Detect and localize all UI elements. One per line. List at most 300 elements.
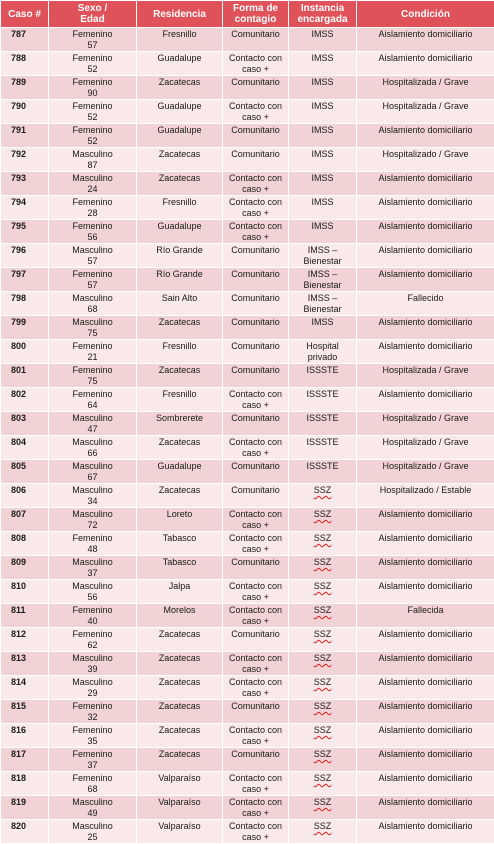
cell-sexo: Femenino xyxy=(51,197,134,208)
cell-forma-line: Contacto con xyxy=(225,581,286,592)
cell-sexo-edad xyxy=(49,700,137,724)
cell-forma-line: Contacto con xyxy=(225,101,286,112)
table-row xyxy=(1,52,494,76)
cell-residencia: Sain Alto xyxy=(137,292,223,316)
cell-instancia xyxy=(289,676,357,700)
cell-condicion: Aislamiento domiciliario xyxy=(357,532,494,556)
cell-edad: 52 xyxy=(51,64,134,75)
cell-sexo: Femenino xyxy=(51,341,134,352)
cell-instancia-line: ISSSTE xyxy=(291,365,354,376)
cell-caso: 796 xyxy=(1,244,49,268)
cell-condicion: Hospitalizado / Grave xyxy=(357,460,494,484)
cell-forma-line: Contacto con xyxy=(225,653,286,664)
cell-forma-contagio xyxy=(223,628,289,652)
cell-edad: 68 xyxy=(51,784,134,795)
cell-forma-line: caso + xyxy=(225,688,286,699)
cell-instancia-line: ISSSTE xyxy=(291,461,354,472)
cell-caso: 799 xyxy=(1,316,49,340)
spellcheck-underline: SSZ xyxy=(314,677,332,687)
cell-forma-line: Comunitario xyxy=(225,125,286,136)
cell-forma-contagio xyxy=(223,724,289,748)
cell-edad: 52 xyxy=(51,112,134,123)
header-forma-line: contagio xyxy=(225,14,286,25)
table-row xyxy=(1,292,494,316)
cell-caso: 806 xyxy=(1,484,49,508)
cell-instancia xyxy=(289,556,357,580)
spellcheck-underline: SSZ xyxy=(314,557,332,567)
cell-residencia: Fresnillo xyxy=(137,196,223,220)
cell-edad: 67 xyxy=(51,472,134,483)
cell-forma-line: Contacto con xyxy=(225,509,286,520)
cell-sexo: Masculino xyxy=(51,821,134,832)
cell-sexo-edad xyxy=(49,772,137,796)
cell-edad: 57 xyxy=(51,280,134,291)
cell-instancia-line: ISSSTE xyxy=(291,413,354,424)
cell-sexo: Masculino xyxy=(51,461,134,472)
cell-sexo-edad xyxy=(49,196,137,220)
cell-residencia: Zacatecas xyxy=(137,700,223,724)
cell-condicion: Aislamiento domiciliario xyxy=(357,580,494,604)
cell-caso: 815 xyxy=(1,700,49,724)
cell-condicion: Fallecida xyxy=(357,604,494,628)
cell-caso: 818 xyxy=(1,772,49,796)
table-row xyxy=(1,556,494,580)
cell-instancia-line xyxy=(291,581,354,592)
spellcheck-underline: SSZ xyxy=(314,533,332,543)
cell-instancia-line xyxy=(291,533,354,544)
cell-residencia: Zacatecas xyxy=(137,172,223,196)
cell-edad: 90 xyxy=(51,88,134,99)
cell-forma-contagio xyxy=(223,700,289,724)
header-residencia: Residencia xyxy=(137,1,223,28)
cell-forma-contagio xyxy=(223,148,289,172)
spellcheck-underline: SSZ xyxy=(314,485,332,495)
cell-sexo-edad xyxy=(49,556,137,580)
cell-residencia: Tabasco xyxy=(137,532,223,556)
cell-sexo: Femenino xyxy=(51,365,134,376)
cell-edad: 64 xyxy=(51,400,134,411)
header-sexo-edad-line: Sexo / xyxy=(51,3,134,14)
cell-instancia-line: ISSSTE xyxy=(291,437,354,448)
cell-caso: 820 xyxy=(1,820,49,844)
cell-condicion: Aislamiento domiciliario xyxy=(357,124,494,148)
cell-sexo-edad xyxy=(49,28,137,52)
cell-instancia-line: Bienestar xyxy=(291,304,354,315)
cell-instancia xyxy=(289,172,357,196)
cell-residencia: Guadalupe xyxy=(137,460,223,484)
cell-caso: 801 xyxy=(1,364,49,388)
cell-forma-line: Contacto con xyxy=(225,173,286,184)
spellcheck-underline: SSZ xyxy=(314,605,332,615)
cell-forma-contagio xyxy=(223,796,289,820)
cell-forma-line: Contacto con xyxy=(225,677,286,688)
cell-forma-contagio xyxy=(223,220,289,244)
cell-instancia xyxy=(289,772,357,796)
cell-sexo-edad xyxy=(49,604,137,628)
spellcheck-underline: SSZ xyxy=(314,749,332,759)
spellcheck-underline: SSZ xyxy=(314,581,332,591)
cell-residencia: Morelos xyxy=(137,604,223,628)
cell-instancia xyxy=(289,460,357,484)
cell-instancia-line xyxy=(291,701,354,712)
cell-edad: 62 xyxy=(51,640,134,651)
cell-condicion: Aislamiento domiciliario xyxy=(357,820,494,844)
cell-edad: 56 xyxy=(51,232,134,243)
cell-forma-contagio xyxy=(223,364,289,388)
spellcheck-underline: SSZ xyxy=(314,701,332,711)
cell-forma-line: Contacto con xyxy=(225,221,286,232)
cell-edad: 47 xyxy=(51,424,134,435)
cell-forma-contagio xyxy=(223,28,289,52)
table-row xyxy=(1,724,494,748)
cell-residencia: Zacatecas xyxy=(137,148,223,172)
cell-instancia-line xyxy=(291,605,354,616)
cell-sexo-edad xyxy=(49,292,137,316)
cell-instancia-line xyxy=(291,773,354,784)
cell-residencia: Zacatecas xyxy=(137,748,223,772)
cell-forma-line: caso + xyxy=(225,184,286,195)
cell-edad: 37 xyxy=(51,568,134,579)
cell-forma-line: Contacto con xyxy=(225,389,286,400)
table-row xyxy=(1,364,494,388)
cell-caso: 814 xyxy=(1,676,49,700)
cell-forma-line: caso + xyxy=(225,64,286,75)
cell-edad: 87 xyxy=(51,160,134,171)
cell-forma-line: Comunitario xyxy=(225,269,286,280)
cell-instancia xyxy=(289,796,357,820)
cell-forma-line: Comunitario xyxy=(225,413,286,424)
cell-condicion: Aislamiento domiciliario xyxy=(357,700,494,724)
cell-sexo: Femenino xyxy=(51,773,134,784)
cell-residencia: Tabasco xyxy=(137,556,223,580)
cell-instancia-line xyxy=(291,725,354,736)
cell-forma-contagio xyxy=(223,772,289,796)
cell-residencia: Zacatecas xyxy=(137,676,223,700)
table-row xyxy=(1,124,494,148)
table-row xyxy=(1,244,494,268)
header-condicion: Condición xyxy=(357,1,494,28)
table-row xyxy=(1,484,494,508)
table-row xyxy=(1,460,494,484)
cell-sexo: Masculino xyxy=(51,437,134,448)
cell-sexo: Femenino xyxy=(51,533,134,544)
cell-sexo: Femenino xyxy=(51,725,134,736)
cell-caso: 795 xyxy=(1,220,49,244)
cell-sexo-edad xyxy=(49,100,137,124)
cell-forma-line: Comunitario xyxy=(225,77,286,88)
cell-forma-line: Comunitario xyxy=(225,701,286,712)
cell-forma-line: Contacto con xyxy=(225,797,286,808)
cell-instancia xyxy=(289,748,357,772)
cell-forma-contagio xyxy=(223,340,289,364)
cell-sexo-edad xyxy=(49,124,137,148)
cell-sexo-edad xyxy=(49,628,137,652)
cell-sexo-edad xyxy=(49,484,137,508)
cell-caso: 802 xyxy=(1,388,49,412)
cell-instancia xyxy=(289,148,357,172)
cell-instancia-line: IMSS xyxy=(291,221,354,232)
cell-forma-contagio xyxy=(223,388,289,412)
cell-instancia xyxy=(289,340,357,364)
cell-forma-contagio xyxy=(223,604,289,628)
cell-sexo: Masculino xyxy=(51,653,134,664)
cell-residencia: Guadalupe xyxy=(137,124,223,148)
cell-condicion: Aislamiento domiciliario xyxy=(357,556,494,580)
table-row xyxy=(1,508,494,532)
cell-sexo-edad xyxy=(49,580,137,604)
cell-residencia: Río Grande xyxy=(137,244,223,268)
cell-forma-contagio xyxy=(223,484,289,508)
cell-edad: 37 xyxy=(51,760,134,771)
table-row xyxy=(1,796,494,820)
cell-instancia-line: IMSS xyxy=(291,197,354,208)
cell-forma-contagio xyxy=(223,268,289,292)
cell-sexo: Femenino xyxy=(51,77,134,88)
cell-condicion: Aislamiento domiciliario xyxy=(357,28,494,52)
table-row xyxy=(1,100,494,124)
cell-forma-line: Comunitario xyxy=(225,461,286,472)
spellcheck-underline: SSZ xyxy=(314,509,332,519)
table-row xyxy=(1,316,494,340)
cell-forma-contagio xyxy=(223,580,289,604)
cell-condicion: Aislamiento domiciliario xyxy=(357,172,494,196)
cell-sexo-edad xyxy=(49,532,137,556)
cell-instancia-line: IMSS – xyxy=(291,245,354,256)
header-sexo-edad-line: Edad xyxy=(51,14,134,25)
cell-forma-line: caso + xyxy=(225,520,286,531)
cell-instancia xyxy=(289,316,357,340)
header-instancia-line: encargada xyxy=(291,14,354,25)
cell-edad: 40 xyxy=(51,616,134,627)
table-row xyxy=(1,628,494,652)
table-row xyxy=(1,388,494,412)
cell-sexo-edad xyxy=(49,508,137,532)
cell-forma-contagio xyxy=(223,412,289,436)
cell-instancia-line xyxy=(291,653,354,664)
cell-sexo-edad xyxy=(49,244,137,268)
table-row xyxy=(1,604,494,628)
cell-residencia: Guadalupe xyxy=(137,220,223,244)
cell-edad: 21 xyxy=(51,352,134,363)
spellcheck-underline: SSZ xyxy=(314,629,332,639)
cell-instancia xyxy=(289,412,357,436)
cell-sexo: Masculino xyxy=(51,149,134,160)
cell-instancia xyxy=(289,700,357,724)
cell-residencia: Jalpa xyxy=(137,580,223,604)
table-row xyxy=(1,700,494,724)
table-row xyxy=(1,172,494,196)
cell-residencia: Sombrerete xyxy=(137,412,223,436)
cell-forma-line: Contacto con xyxy=(225,437,286,448)
cell-instancia-line: IMSS xyxy=(291,53,354,64)
cell-condicion: Aislamiento domiciliario xyxy=(357,220,494,244)
cell-sexo-edad xyxy=(49,364,137,388)
cell-sexo: Femenino xyxy=(51,629,134,640)
header-sexo-edad xyxy=(49,1,137,28)
cell-sexo: Masculino xyxy=(51,797,134,808)
spellcheck-underline: SSZ xyxy=(314,653,332,663)
cell-forma-line: Comunitario xyxy=(225,341,286,352)
cell-forma-contagio xyxy=(223,532,289,556)
cell-forma-line: Comunitario xyxy=(225,149,286,160)
cell-forma-contagio xyxy=(223,52,289,76)
cell-caso: 788 xyxy=(1,52,49,76)
cell-sexo-edad xyxy=(49,76,137,100)
cell-sexo-edad xyxy=(49,52,137,76)
cell-caso: 787 xyxy=(1,28,49,52)
cell-forma-contagio xyxy=(223,172,289,196)
cell-sexo-edad xyxy=(49,460,137,484)
cell-caso: 810 xyxy=(1,580,49,604)
cell-condicion: Aislamiento domiciliario xyxy=(357,748,494,772)
cell-caso: 797 xyxy=(1,268,49,292)
cell-instancia xyxy=(289,628,357,652)
cell-caso: 793 xyxy=(1,172,49,196)
cell-instancia-line: IMSS xyxy=(291,125,354,136)
cell-sexo: Masculino xyxy=(51,317,134,328)
cell-forma-contagio xyxy=(223,76,289,100)
cell-condicion: Aislamiento domiciliario xyxy=(357,268,494,292)
table-row xyxy=(1,436,494,460)
cell-forma-contagio xyxy=(223,508,289,532)
cell-instancia-line: IMSS xyxy=(291,29,354,40)
cell-condicion: Hospitalizada / Grave xyxy=(357,100,494,124)
cell-sexo-edad xyxy=(49,340,137,364)
cell-residencia: Zacatecas xyxy=(137,628,223,652)
cell-condicion: Aislamiento domiciliario xyxy=(357,340,494,364)
cell-forma-line: Comunitario xyxy=(225,317,286,328)
cell-instancia-line: privado xyxy=(291,352,354,363)
cell-sexo: Femenino xyxy=(51,29,134,40)
table-row xyxy=(1,580,494,604)
cell-caso: 805 xyxy=(1,460,49,484)
cell-caso: 817 xyxy=(1,748,49,772)
header-forma-contagio xyxy=(223,1,289,28)
cell-condicion: Hospitalizado / Grave xyxy=(357,148,494,172)
cell-condicion: Aislamiento domiciliario xyxy=(357,388,494,412)
cell-condicion: Fallecido xyxy=(357,292,494,316)
cell-forma-contagio xyxy=(223,124,289,148)
cell-sexo: Masculino xyxy=(51,509,134,520)
cell-forma-contagio xyxy=(223,316,289,340)
cell-caso: 816 xyxy=(1,724,49,748)
cell-residencia: Fresnillo xyxy=(137,388,223,412)
cell-instancia xyxy=(289,292,357,316)
cell-instancia xyxy=(289,580,357,604)
cell-caso: 794 xyxy=(1,196,49,220)
cell-sexo: Femenino xyxy=(51,221,134,232)
cell-residencia: Zacatecas xyxy=(137,76,223,100)
cell-instancia xyxy=(289,652,357,676)
cell-sexo: Femenino xyxy=(51,749,134,760)
table-header-row xyxy=(1,1,494,28)
cell-forma-line: caso + xyxy=(225,616,286,627)
cell-forma-line: Contacto con xyxy=(225,821,286,832)
cell-forma-line: caso + xyxy=(225,736,286,747)
cell-instancia xyxy=(289,196,357,220)
cell-condicion: Aislamiento domiciliario xyxy=(357,772,494,796)
cell-condicion: Aislamiento domiciliario xyxy=(357,52,494,76)
cell-sexo: Masculino xyxy=(51,245,134,256)
cell-caso: 808 xyxy=(1,532,49,556)
cell-instancia-line xyxy=(291,509,354,520)
cell-instancia xyxy=(289,28,357,52)
cell-forma-line: Comunitario xyxy=(225,629,286,640)
cell-sexo-edad xyxy=(49,820,137,844)
cell-edad: 28 xyxy=(51,208,134,219)
cell-edad: 34 xyxy=(51,496,134,507)
cell-forma-line: caso + xyxy=(225,112,286,123)
cell-forma-line: Contacto con xyxy=(225,605,286,616)
cell-caso: 813 xyxy=(1,652,49,676)
cell-instancia xyxy=(289,364,357,388)
cell-caso: 809 xyxy=(1,556,49,580)
cell-forma-line: Comunitario xyxy=(225,365,286,376)
cell-edad: 57 xyxy=(51,40,134,51)
table-row xyxy=(1,748,494,772)
cell-sexo-edad xyxy=(49,676,137,700)
cell-edad: 75 xyxy=(51,328,134,339)
cell-instancia-line: IMSS – xyxy=(291,269,354,280)
cell-edad: 56 xyxy=(51,592,134,603)
cell-instancia xyxy=(289,100,357,124)
cell-residencia: Zacatecas xyxy=(137,316,223,340)
cell-instancia-line: IMSS xyxy=(291,149,354,160)
cell-instancia-line xyxy=(291,749,354,760)
cell-sexo-edad xyxy=(49,412,137,436)
cell-instancia xyxy=(289,388,357,412)
cell-residencia: Valparaíso xyxy=(137,820,223,844)
cell-sexo: Masculino xyxy=(51,581,134,592)
cell-caso: 798 xyxy=(1,292,49,316)
cell-forma-line: Comunitario xyxy=(225,485,286,496)
cell-instancia-line: Bienestar xyxy=(291,280,354,291)
cell-forma-line: Comunitario xyxy=(225,557,286,568)
cell-edad: 24 xyxy=(51,184,134,195)
cell-instancia-line xyxy=(291,797,354,808)
cell-sexo: Femenino xyxy=(51,125,134,136)
table-row xyxy=(1,532,494,556)
cell-instancia xyxy=(289,244,357,268)
cell-caso: 789 xyxy=(1,76,49,100)
cell-condicion: Hospitalizada / Grave xyxy=(357,76,494,100)
cell-caso: 800 xyxy=(1,340,49,364)
cell-condicion: Aislamiento domiciliario xyxy=(357,652,494,676)
table-row xyxy=(1,28,494,52)
cell-forma-line: caso + xyxy=(225,544,286,555)
cell-forma-contagio xyxy=(223,292,289,316)
cell-forma-contagio xyxy=(223,556,289,580)
cell-forma-line: caso + xyxy=(225,232,286,243)
cell-residencia: Loreto xyxy=(137,508,223,532)
cell-forma-contagio xyxy=(223,244,289,268)
cell-residencia: Zacatecas xyxy=(137,484,223,508)
cell-instancia xyxy=(289,484,357,508)
cell-sexo-edad xyxy=(49,172,137,196)
cell-sexo: Masculino xyxy=(51,173,134,184)
cell-forma-line: Contacto con xyxy=(225,533,286,544)
cell-sexo: Masculino xyxy=(51,677,134,688)
cell-caso: 804 xyxy=(1,436,49,460)
cell-sexo-edad xyxy=(49,388,137,412)
table-row xyxy=(1,772,494,796)
cell-caso: 791 xyxy=(1,124,49,148)
cell-instancia xyxy=(289,52,357,76)
cell-condicion: Aislamiento domiciliario xyxy=(357,196,494,220)
table-row xyxy=(1,148,494,172)
table-row xyxy=(1,676,494,700)
cell-edad: 32 xyxy=(51,712,134,723)
